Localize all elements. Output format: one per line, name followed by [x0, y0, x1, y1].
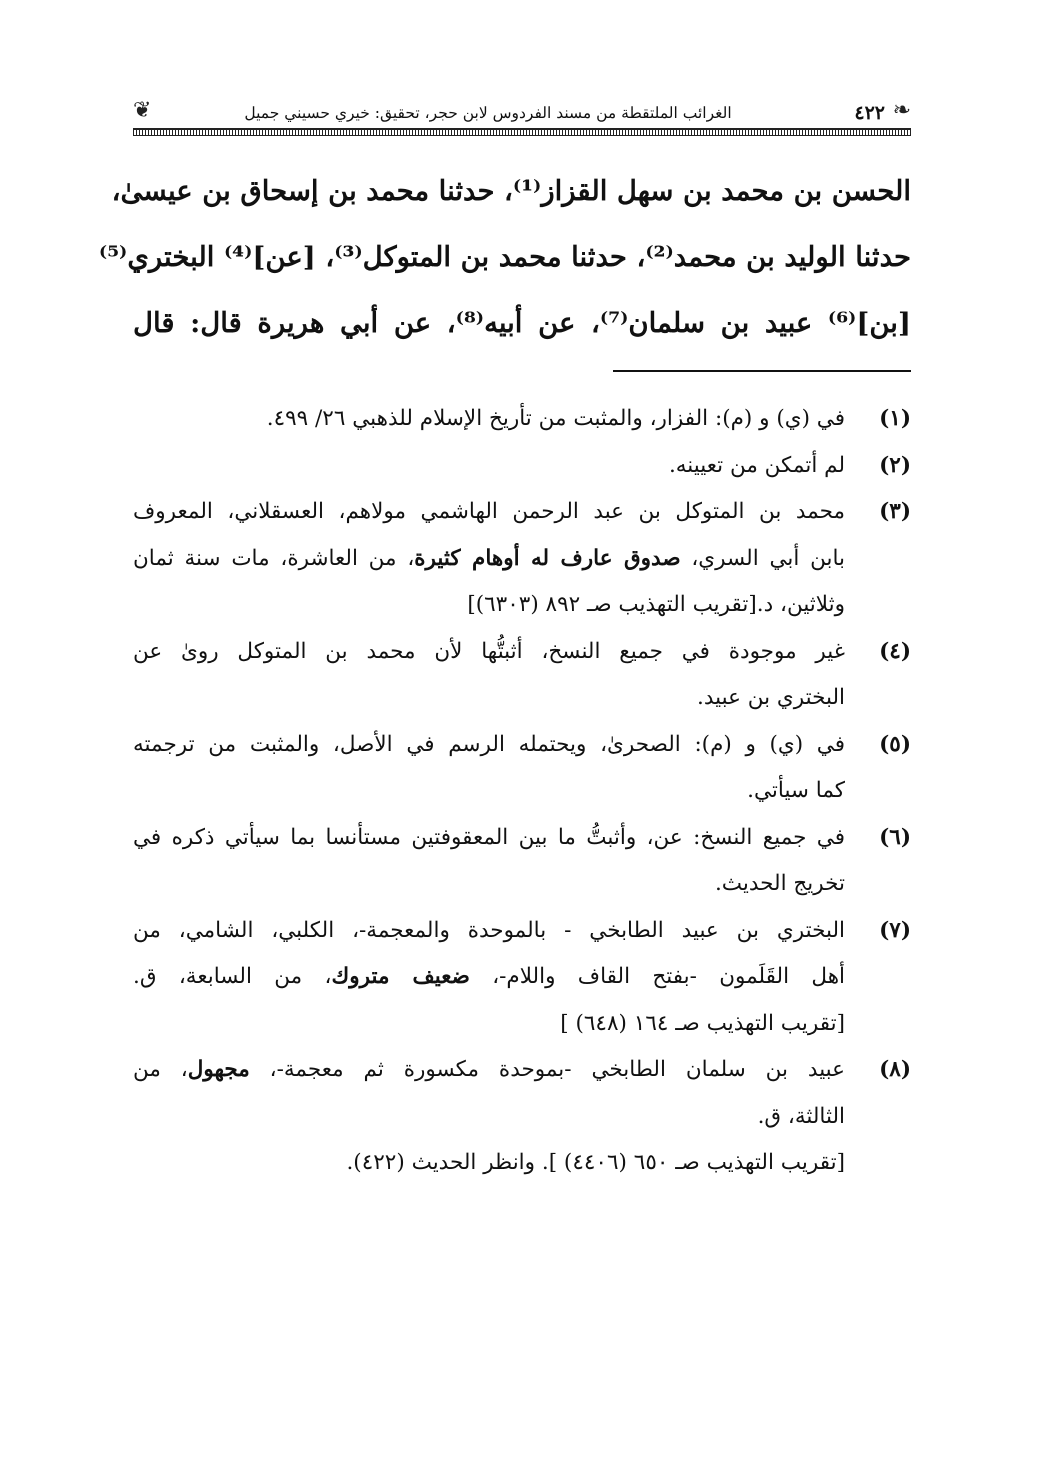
footnote-text: أهل القَلَمون -بفتح القاف واللام-،: [469, 964, 846, 989]
footnote-text: لم أتمكن من تعيينه.: [668, 452, 845, 478]
footnote-number: (٢): [879, 452, 911, 478]
footnote-text: ، من: [133, 1057, 188, 1082]
footnote-number: (٦): [879, 824, 911, 850]
footnote-text: وثلاثين، د.[تقريب التهذيب صـ ٨٩٢ (٦٣٠٣)]: [467, 592, 845, 617]
footnote-8: [133, 1047, 911, 1187]
footnote-number: (٨): [879, 1057, 911, 1082]
footnote-text: في جميع النسخ: عن، وأثبتُّ ما بين المعقوفتين مستأنسا بما سيأتي ذكره في: [133, 824, 845, 850]
footnote-7: [133, 908, 911, 1048]
footnote-text-line: [133, 954, 845, 1001]
header-ornament-right-icon: ❧: [892, 98, 911, 123]
footnote-text-line: [133, 1047, 845, 1094]
footnote-3: [133, 489, 911, 629]
footnote-number: (٧): [879, 917, 911, 943]
footnote-text: كما سيأتي.: [747, 778, 845, 803]
main-text-line: [بن]⁽⁶⁾ عبيد بن سلمان⁽⁷⁾، عن أبيه⁽⁸⁾، عن أبي هريرة قال: قال: [133, 307, 911, 339]
footnote-text: الثالثة، ق.: [757, 1103, 845, 1129]
footnote-verdict: صدوق عارف له أوهام كثيرة: [414, 545, 681, 571]
footnote-text: تخريج الحديث.: [714, 871, 845, 896]
running-header: [133, 96, 911, 146]
main-text-line: حدثنا الوليد بن محمد⁽²⁾، حدثنا محمد بن المتوكل⁽³⁾، [عن]⁽⁴⁾ البختري⁽⁵⁾: [98, 241, 911, 273]
footnote-verdict: ضعيف متروك: [331, 964, 470, 989]
footnote-text: محمد بن المتوكل بن عبد الرحمن الهاشمي مولاهم، العسقلاني، المعروف: [133, 499, 845, 524]
footnote-number: (٥): [879, 731, 911, 757]
footnote-number: (٣): [879, 499, 911, 524]
footnote-text: عبيد بن سلمان الطابخي -بموحدة مكسورة ثم معجمة-،: [249, 1057, 846, 1082]
footnote-number: (١): [879, 406, 911, 431]
footnote-number: (٤): [879, 638, 911, 664]
footnote-text: البختري بن عبيد.: [696, 685, 845, 710]
footnote-text: في (ي) و (م): الصحرىٰ، ويحتمله الرسم في الأصل، والمثبت من ترجمته: [133, 731, 845, 757]
footnote-text: ، من العاشرة، مات سنة ثمان: [133, 545, 415, 571]
running-title: الغرائب الملتقطة من مسند الفردوس لابن حجر، تحقيق: خيري حسيني جميل: [244, 104, 732, 122]
footnote-text: [تقريب التهذيب صـ ٦٥٠ (٤٤٠٦) ]. وانظر الحديث (٤٢٢).: [346, 1150, 845, 1175]
footnote-text-line: [133, 536, 845, 583]
footnote-text: بابن أبي السري،: [680, 545, 845, 571]
footnote-6: [133, 815, 911, 908]
footnote-text: [تقريب التهذيب صـ ١٦٤ (٦٤٨) ]: [560, 1010, 845, 1036]
footnote-text: البختري بن عبيد الطابخي - بالموحدة والمعجمة-، الكلبي، الشامي، من: [133, 917, 845, 943]
main-text-line: الحسن بن محمد بن سهل القزاز⁽¹⁾، حدثنا محمد بن إسحاق بن عيسىٰ،: [111, 175, 911, 207]
footnote-text: ، من السابعة، ق.: [133, 964, 332, 989]
footnote-text: غير موجودة في جميع النسخ، أثبتُّها لأن محمد بن المتوكل روىٰ عن: [133, 638, 845, 664]
header-rule: [133, 128, 911, 136]
footnote-verdict: مجهول: [187, 1057, 250, 1082]
footnote-separator: [613, 370, 911, 372]
footnote-4: [133, 629, 911, 722]
footnote-5: [133, 722, 911, 815]
footnote-text: في (ي) و (م): الفزار، والمثبت من تأريخ الإسلام للذهبي ٢٦/ ٤٩٩.: [266, 406, 845, 431]
header-ornament-left-icon: ❦: [133, 98, 152, 123]
footnote-2: [133, 443, 911, 490]
footnotes: [133, 396, 911, 1187]
main-text: [98, 158, 911, 356]
page-number: ٤٢٢: [854, 102, 885, 124]
footnote-1: [133, 396, 911, 443]
